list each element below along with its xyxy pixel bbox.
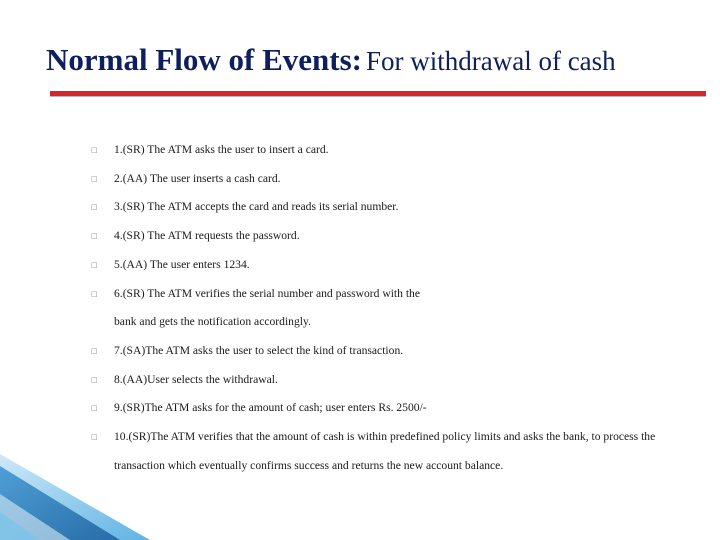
list-item-text: 9.(SR)The ATM asks for the amount of cash; user enters Rs. 2500/- [114, 401, 427, 415]
square-bullet-icon: □ [91, 260, 98, 269]
list-item-text: 2.(AA) The user inserts a cash card. [114, 171, 281, 185]
list-item-text-continued: transaction which eventually confirms success and returns the new account balance. [114, 458, 504, 472]
list-item-text: 7.(SA)The ATM asks the user to select the kind of transaction. [114, 343, 404, 357]
title-regular-part: For withdrawal of cash [365, 46, 616, 76]
square-bullet-icon: □ [91, 232, 98, 241]
square-bullet-icon: □ [91, 289, 98, 298]
list-item-text: 5.(AA) The user enters 1234. [114, 257, 250, 271]
square-bullet-icon: □ [91, 404, 98, 413]
square-bullet-icon: □ [91, 146, 98, 154]
square-bullet-icon: □ [91, 346, 98, 355]
list-item-text: 4.(SR) The ATM requests the password. [114, 229, 300, 243]
corner-decoration [0, 454, 150, 540]
title-bold-part: Normal Flow of Events: [46, 42, 362, 77]
list-item-text: 6.(SR) The ATM verifies the serial number and password with the [114, 286, 420, 300]
square-bullet-icon: □ [91, 375, 98, 384]
list-item-text: 10.(SR)The ATM verifies that the amount of cash is within predefined policy limits and asks the bank, to process the [114, 430, 656, 443]
square-bullet-icon: □ [91, 174, 98, 183]
list-item-text-continued: bank and gets the notification accordingly. [114, 315, 311, 329]
list-item-text: 8.(AA)User selects the withdrawal. [114, 372, 278, 386]
list-item-text: 1.(SR) The ATM asks the user to insert a card. [114, 143, 329, 156]
square-bullet-icon: □ [91, 433, 98, 441]
list-item-text: 3.(SR) The ATM accepts the card and reads its serial number. [114, 200, 399, 214]
square-bullet-icon: □ [91, 203, 98, 212]
